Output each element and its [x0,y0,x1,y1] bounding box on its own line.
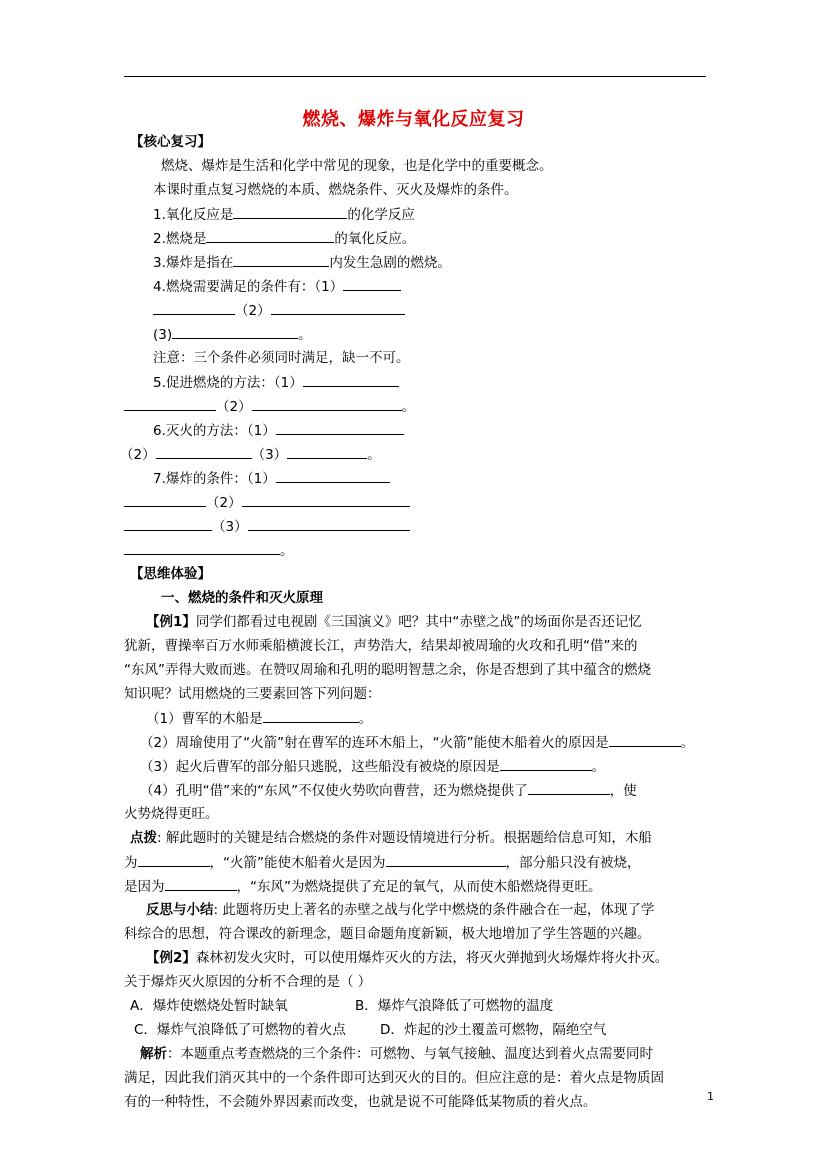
hint-line-1: 点拨: 解此题时的关键是结合燃烧的条件对题设情境进行分析。根据题给信息可知，木船 [130,830,652,846]
analysis-line-3: 有的一种特性，不会随外界因素而改变，也就是说不可能降低某物质的着火点。 [124,1094,597,1110]
example-1-line-2: 犹新，曹操率百万水师乘船横渡长江，声势浩大，结果却被周瑜的火攻和孔明“借”来的 [124,638,638,654]
question-7: 7.爆炸的条件：（1） [153,469,390,488]
question-4: 4.燃烧需要满足的条件有：（1） [153,277,401,296]
question-5-line-2: （2） 。 [124,397,415,416]
blank[interactable] [271,301,405,315]
blank[interactable] [609,733,681,747]
option-c: C．爆炸气浪降低了可燃物的着火点 [134,1022,346,1038]
note: 注意：三个条件必须同时满足，缺一不可。 [153,350,410,366]
question-6-line-2: （2） （3） 。 [120,447,381,463]
option-d: D．炸起的沙土覆盖可燃物，隔绝空气 [380,1022,607,1038]
question-4-line-3: (3) 。 [153,327,312,343]
blank[interactable] [124,397,216,411]
example-1-line-1: 【例1】同学们都看过电视剧《三国演义》吧？其中“赤壁之战”的场面你是否还记忆 [146,614,642,630]
sub-question-2: （2）周瑜使用了“火箭”射在曹军的连环木船上，“火箭”能使木船着火的原因是 。 [140,735,695,751]
thinking-heading: 【思维体验】 [130,566,211,582]
hint-line-2: 为 ，“火箭”能使木船着火是因为 ，部分船只没有被烧， [124,855,641,871]
example-2-line-1: 【例2】森林初发火灾时，可以使用爆炸灭火的方法，将灭火弹抛到火场爆炸将火扑灭。 [146,950,669,966]
page-number: 1 [707,1090,714,1103]
analysis-line-2: 满足，因此我们消灭其中的一个条件即可达到灭火的目的。但应注意的是：着火点是物质固 [124,1070,664,1086]
core-intro-2: 本课时重点复习燃烧的本质、燃烧条件、灭火及爆炸的条件。 [153,182,518,198]
blank[interactable] [343,277,401,291]
reflection-line-2: 科综合的思想，符合课改的新理念，题目命题角度新颖，极大地增加了学生答题的兴趣。 [124,926,651,942]
blank[interactable] [276,421,404,435]
hint-line-3: 是因为 ，“东风”为燃烧提供了充足的氧气，从而使木船燃烧得更旺。 [124,879,602,895]
analysis-line-1: 解析：本题重点考查燃烧的三个条件：可燃物、与氧气接触、温度达到着火点需要同时 [140,1046,653,1062]
sub-question-1: （1）曹军的木船是 。 [146,711,373,727]
question-7-line-3: （3） [124,517,410,536]
blank[interactable] [528,781,610,795]
sub-question-4: （4）孔明“借”来的“东风”不仅使火势吹向曹营，还为燃烧提供了 ，使 [140,783,637,799]
blank[interactable] [287,445,367,459]
blank[interactable] [252,397,402,411]
blank[interactable] [263,709,359,723]
blank[interactable] [242,493,410,507]
blank[interactable] [153,301,235,315]
question-7-line-4: 。 [124,541,294,560]
sub-question-3: （3）起火后曹军的部分船只逃脱，这些船没有被烧的原因是 。 [140,759,606,775]
blank[interactable] [276,469,390,483]
blank[interactable] [165,877,237,891]
blank[interactable] [500,757,592,771]
reflection-line-1: 反思与小结: 此题将历史上著名的赤壁之战与化学中燃烧的条件融合在一起，体现了学 [146,902,655,918]
option-b: B．爆炸气浪降低了可燃物的温度 [355,998,554,1014]
example-2-line-2: 关于爆炸灭火原因的分析不合理的是（ ） [124,974,372,990]
blank[interactable] [124,493,206,507]
blank[interactable] [124,517,212,531]
example-1-line-3: “东风”弄得大败而逃。在赞叹周瑜和孔明的聪明智慧之余，你是否想到了其中蕴含的燃烧 [124,662,651,678]
question-7-line-2: （2） [124,493,410,512]
blank[interactable] [156,445,252,459]
question-1: 1.氧化反应是 的化学反应 [153,207,415,223]
blank[interactable] [172,325,298,339]
blank[interactable] [248,517,410,531]
question-4-line-2: （2） [153,301,405,320]
blank[interactable] [303,373,399,387]
blank[interactable] [233,205,347,219]
blank[interactable] [124,541,280,555]
option-a: A．爆炸使燃烧处暂时缺氧 [130,998,288,1014]
core-heading: 【核心复习】 [130,134,211,150]
example-1-line-4: 知识呢？试用燃烧的三要素回答下列问题： [124,686,381,702]
blank[interactable] [386,853,506,867]
blank[interactable] [233,253,329,267]
sub-question-4-line-2: 火势烧得更旺。 [124,806,219,822]
section-heading: 一、燃烧的条件和灭火原理 [161,590,323,606]
question-6: 6.灭火的方法：（1） [153,421,404,440]
page-title: 燃烧、爆炸与氧化反应复习 [302,109,525,130]
question-2: 2.燃烧是 的氧化反应。 [153,231,416,247]
header-rule [124,76,706,77]
blank[interactable] [138,853,210,867]
question-5: 5.促进燃烧的方法：（1） [153,373,399,392]
question-3: 3.爆炸是指在 内发生急剧的燃烧。 [153,255,451,271]
blank[interactable] [206,229,334,243]
core-intro-1: 燃烧、爆炸是生活和化学中常见的现象，也是化学中的重要概念。 [161,158,553,174]
